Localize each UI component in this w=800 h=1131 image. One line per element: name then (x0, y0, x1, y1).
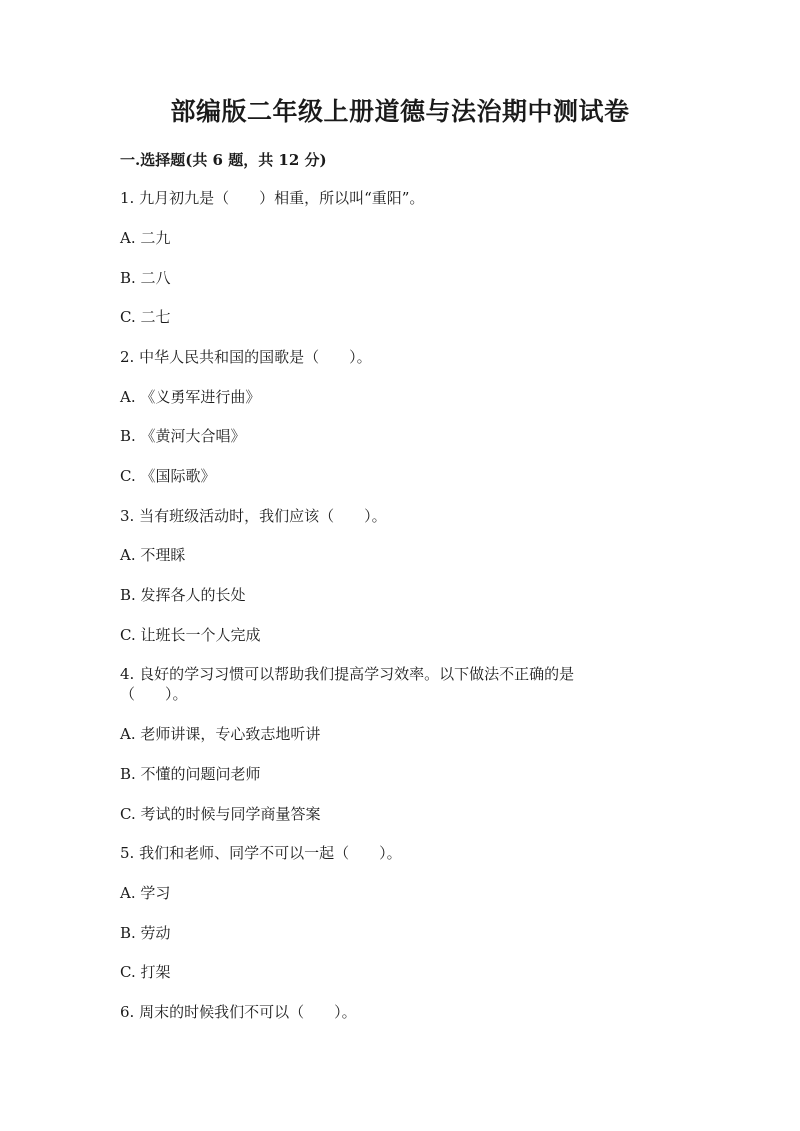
question-stem-line: 4. 良好的学习习惯可以帮助我们提高学习效率。以下做法不正确的是 (120, 665, 575, 683)
answer-option: B. 发挥各人的长处 (120, 586, 246, 604)
question-stem: 3. 当有班级活动时，我们应该（ ）。 (120, 507, 387, 525)
answer-option: B. 二八 (120, 269, 171, 287)
answer-option: C. 二七 (120, 308, 171, 326)
answer-option: A. 二九 (120, 229, 171, 247)
question-stem: 2. 中华人民共和国的国歌是（ ）。 (120, 348, 372, 366)
answer-option: B. 劳动 (120, 924, 171, 942)
answer-option: C. 让班长一个人完成 (120, 626, 261, 644)
answer-option: C. 打架 (120, 963, 171, 981)
section-heading: 一.选择题(共 6 题，共 12 分) (120, 151, 327, 169)
answer-option: B. 不懂的问题问老师 (120, 765, 261, 783)
answer-option: A. 学习 (120, 884, 171, 902)
question-stem-line: （ ）。 (120, 685, 188, 703)
answer-option: A. 不理睬 (120, 546, 186, 564)
answer-option: C. 《国际歌》 (120, 467, 216, 485)
question-stem (120, 664, 620, 704)
question-stem: 6. 周末的时候我们不可以（ ）。 (120, 1003, 357, 1021)
answer-option: A. 《义勇军进行曲》 (120, 388, 261, 406)
question-stem: 1. 九月初九是（ ）相重，所以叫“重阳”。 (120, 189, 425, 207)
answer-option: A. 老师讲课，专心致志地听讲 (120, 725, 321, 743)
answer-option: B. 《黄河大合唱》 (120, 427, 246, 445)
answer-option: C. 考试的时候与同学商量答案 (120, 805, 321, 823)
question-stem: 5. 我们和老师、同学不可以一起（ ）。 (120, 844, 402, 862)
page-title: 部编版二年级上册道德与法治期中测试卷 (170, 97, 630, 126)
